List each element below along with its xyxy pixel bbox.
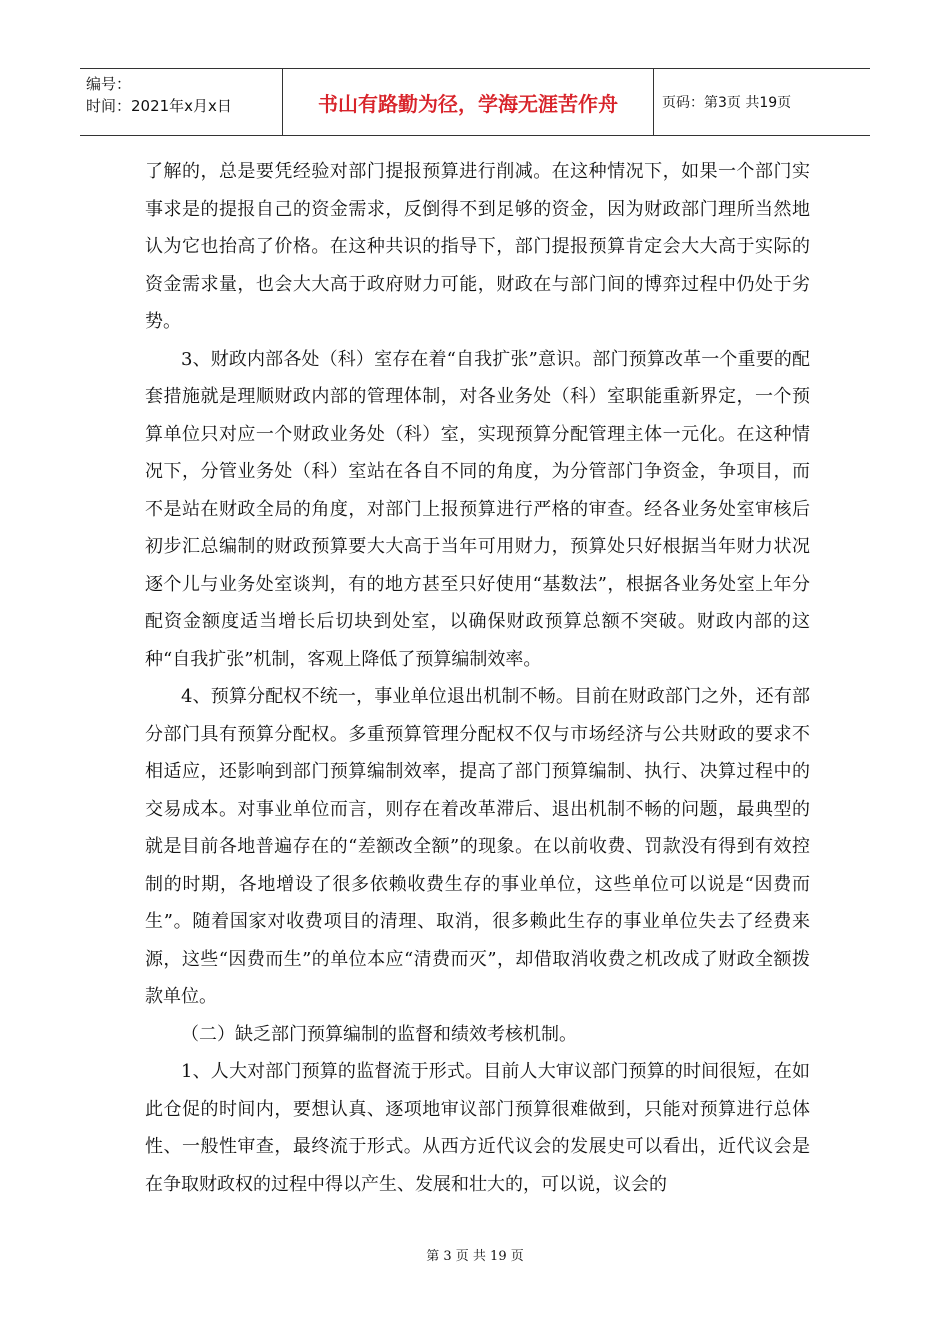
paragraph-5: 1、人大对部门预算的监督流于形式。目前人大审议部门预算的时间很短，在如此仓促的时间内，要想认真、逐项地审议部门预算很难做到，只能对预算进行总体性、一般性审查，最终流于形式。从西方近代议会的发展史可以看出，近代议会是在争取财政权的过程中得以产生、发展和壮大的，可以说，议会的: [145, 1061, 810, 1195]
section-heading: （二）缺乏部门预算编制的监督和绩效考核机制。: [181, 1023, 577, 1045]
document-time-label: 时间：2021年x月x日: [86, 97, 232, 115]
document-body: [145, 153, 810, 1203]
header-page-info: 页码：第3页 共19页: [662, 95, 792, 111]
header-meta: [80, 69, 283, 135]
page-header: [80, 68, 870, 136]
paragraph-3: 4、预算分配权不统一，事业单位退出机制不畅。目前在财政部门之外，还有部分部门具有预算分配权。多重预算管理分配权不仅与市场经济与公共财政的要求不相适应，还影响到部门预算编制效率，提高了部门预算编制、执行、决算过程中的交易成本。对事业单位而言，则存在着改革滞后、退出机制不畅的问题，最典型的就是目前各地普遍存在的“差额改全额”的现象。在以前收费、罚款没有得到有效控制的时期，各地增设了很多依赖收费生存的事业单位，这些单位可以说是“因费而生”。随着国家对收费项目的清理、取消，很多赖此生存的事业单位失去了经费来源，这些“因费而生”的单位本应“清费而灭”，却借取消收费之机改成了财政全额拨款单位。: [145, 686, 810, 1007]
document-number-label: 编号：: [86, 75, 132, 93]
paragraph-1: 了解的，总是要凭经验对部门提报预算进行削减。在这种情况下，如果一个部门实事求是的提报自己的资金需求，反倒得不到足够的资金，因为财政部门理所当然地认为它也抬高了价格。在这种共识的指导下，部门提报预算肯定会大大高于实际的资金需求量，也会大大高于政府财力可能，财政在与部门间的博弈过程中仍处于劣势。: [145, 161, 810, 332]
paragraph-2: 3、财政内部各处（科）室存在着“自我扩张”意识。部门预算改革一个重要的配套措施就是理顺财政内部的管理体制，对各业务处（科）室职能重新界定，一个预算单位只对应一个财政业务处（科）室，实现预算分配管理主体一元化。在这种情况下，分管业务处（科）室站在各自不同的角度，为分管部门争资金，争项目，而不是站在财政全局的角度，对部门上报预算进行严格的审查。经各业务处室审核后初步汇总编制的财政预算要大大高于当年可用财力，预算处只好根据当年财力状况逐个儿与业务处室谈判，有的地方甚至只好使用“基数法”，根据各业务处室上年分配资金额度适当增长后切块到处室，以确保财政预算总额不突破。财政内部的这种“自我扩张”机制，客观上降低了预算编制效率。: [145, 348, 810, 670]
header-motto: 书山有路勤为径，学海无涯苦作舟: [283, 69, 654, 135]
page-footer: 第 3 页 共 19 页: [426, 1249, 524, 1264]
